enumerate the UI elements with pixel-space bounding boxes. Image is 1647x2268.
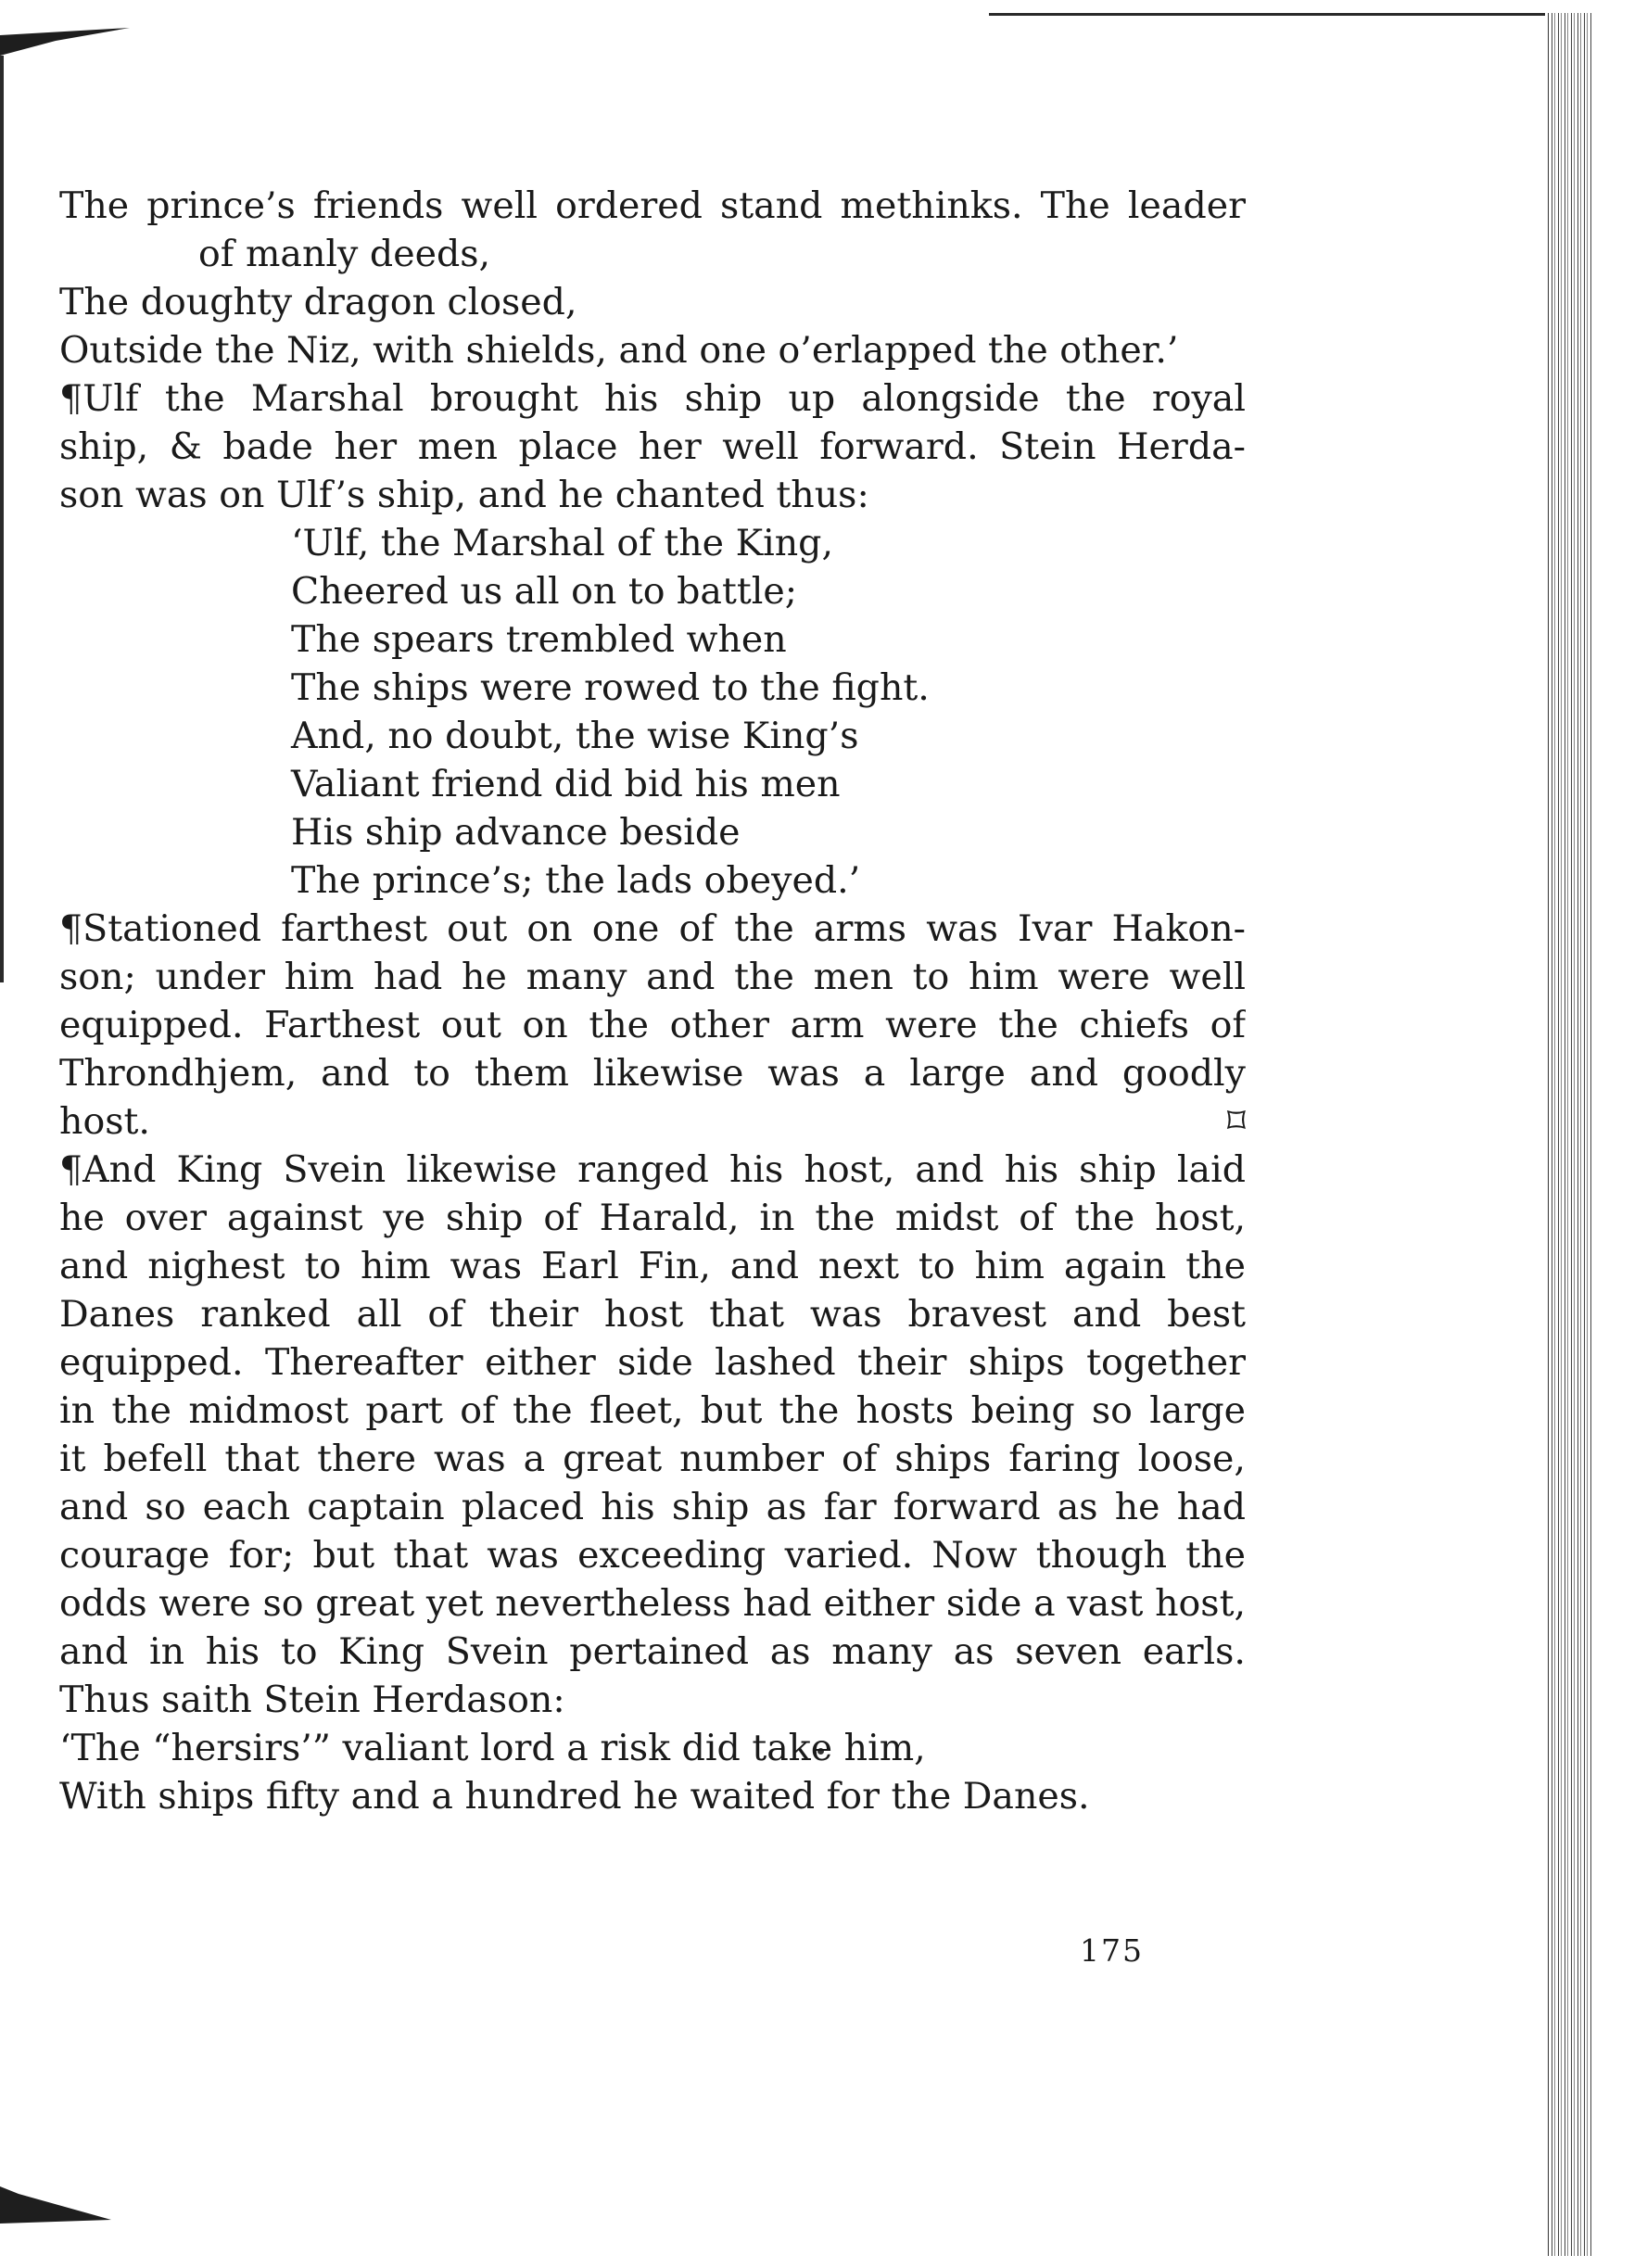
text-line-content: ¶And King Svein likewise ranged his host, and his ship laid	[59, 1148, 1246, 1191]
text-line-content: Danes ranked all of their host that was bravest and best	[59, 1293, 1246, 1336]
text-line-content: ¶Ulf the Marshal brought his ship up alongside the royal	[59, 377, 1246, 420]
text-line	[59, 471, 1246, 519]
page-body-text	[59, 182, 1246, 1820]
text-line-content: courage for; but that was exceeding varied. Now though the	[59, 1534, 1246, 1577]
text-line-content: and nighest to him was Earl Fin, and next to him again the	[59, 1245, 1246, 1287]
text-line-content: The spears trembled when	[291, 618, 787, 661]
text-line-content: it befell that there was a great number of ships faring loose,	[59, 1438, 1246, 1480]
text-line-content: equipped. Thereafter either side lashed their ships together	[59, 1341, 1246, 1384]
text-line	[59, 664, 1246, 712]
text-line-content: Throndhjem, and to them likewise was a large and goodly	[59, 1052, 1246, 1095]
text-line	[59, 808, 1246, 856]
text-line-content: and so each captain placed his ship as far forward as he had	[59, 1486, 1246, 1528]
text-line	[59, 567, 1246, 615]
page-left-edge	[0, 56, 4, 982]
text-line-content: The ships were rowed to the fight.	[291, 666, 930, 709]
text-line-content: and in his to King Svein pertained as many as seven earls.	[59, 1630, 1246, 1673]
text-line	[59, 1579, 1246, 1628]
text-line	[59, 519, 1246, 567]
text-line	[59, 1387, 1246, 1435]
text-line	[59, 856, 1246, 905]
section-end-mark: ⌑	[1226, 1100, 1246, 1143]
text-line-content: in the midmost part of the fleet, but the hosts being so large	[59, 1389, 1246, 1432]
text-line	[59, 374, 1246, 423]
text-line	[59, 1724, 1246, 1772]
text-line	[59, 278, 1246, 326]
text-line	[59, 953, 1246, 1001]
text-line-content: son; under him had he many and the men to him were well	[59, 956, 1246, 998]
text-line-content: ship, & bade her men place her well forward. Stein Herda-	[59, 425, 1246, 468]
text-line	[59, 326, 1246, 374]
text-line-content: With ships fifty and a hundred he waited for the Danes.	[59, 1775, 1090, 1818]
text-line	[59, 1242, 1246, 1290]
text-line-content: Outside the Niz, with shields, and one o’erlapped the other.’	[59, 329, 1179, 372]
text-line-content: equipped. Farthest out on the other arm were the chiefs of	[59, 1004, 1246, 1046]
text-line	[59, 1435, 1246, 1483]
text-line-content: The prince’s friends well ordered stand methinks. The leader	[59, 184, 1246, 227]
text-line	[59, 1772, 1246, 1820]
text-line	[59, 1483, 1246, 1531]
text-line-content: ¶Stationed farthest out on one of the arms was Ivar Hakon-	[59, 907, 1246, 950]
text-line	[59, 1338, 1246, 1387]
scan-corner-mark-bottom	[0, 2186, 111, 2224]
text-line	[59, 230, 1246, 278]
text-line-content: ‘Ulf, the Marshal of the King,	[291, 522, 833, 564]
text-line-content: he over against ye ship of Harald, in the midst of the host,	[59, 1197, 1246, 1239]
text-line	[59, 1049, 1246, 1097]
text-line	[59, 182, 1246, 230]
text-line-content: odds were so great yet nevertheless had either side a vast host,	[59, 1582, 1246, 1625]
text-line	[59, 712, 1246, 760]
text-line-content: The doughty dragon closed,	[59, 281, 577, 323]
text-line-content: The prince’s; the lads obeyed.’	[291, 859, 861, 902]
scan-corner-mark-top	[0, 28, 130, 56]
text-line-content: Valiant friend did bid his men	[291, 763, 841, 805]
text-line	[59, 615, 1246, 664]
book-binding	[1549, 13, 1591, 2256]
text-line	[59, 1628, 1246, 1676]
text-line	[59, 1531, 1246, 1579]
text-line-content: ‘The “hersirs’” valiant lord a risk did take him,	[59, 1727, 926, 1769]
text-line	[59, 905, 1246, 953]
text-line-content: And, no doubt, the wise King’s	[291, 715, 859, 757]
text-line-content: son was on Ulf’s ship, and he chanted thus:	[59, 474, 869, 516]
text-line	[59, 1097, 1246, 1146]
page-number: 175	[1080, 1932, 1144, 1969]
text-line-content: Thus saith Stein Herdason:	[59, 1679, 565, 1721]
text-line-content: Cheered us all on to battle;	[291, 570, 798, 613]
text-line	[59, 1290, 1246, 1338]
text-line-content: His ship advance beside	[291, 811, 741, 854]
text-line	[59, 1001, 1246, 1049]
text-line	[59, 1676, 1246, 1724]
text-line-content: host.	[59, 1100, 150, 1143]
text-line	[59, 1146, 1246, 1194]
text-line-content: of manly deeds,	[198, 233, 491, 275]
page-top-edge	[989, 13, 1545, 16]
text-line	[59, 760, 1246, 808]
text-line	[59, 1194, 1246, 1242]
text-line	[59, 423, 1246, 471]
